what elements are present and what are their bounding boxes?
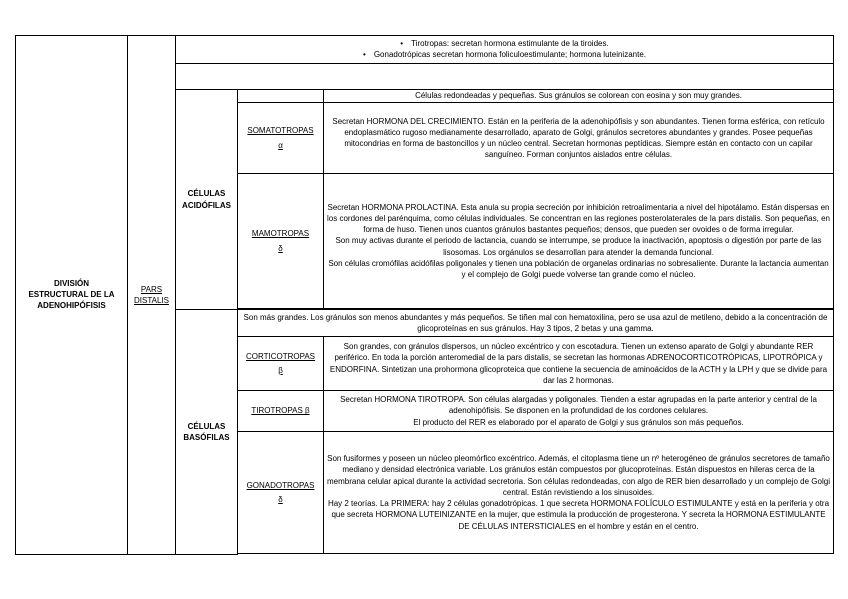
basofilas-label-line1: CÉLULAS bbox=[187, 421, 226, 431]
somatotropas-label: SOMATOTROPAS bbox=[247, 126, 314, 136]
mamotropas-symbol: δ bbox=[278, 243, 283, 253]
gonadotropas-text-2: Hay 2 teorías. La PRIMERA: hay 2 células gonadotrópicas. 1 que secreta HORMONA FOLÍCULO ESTIMULANTE y está en la periferia y otra que secreta HORMONA LUTEINIZANTE en la mujer, que estimula la producción de progesterona. Y secreta la HORMONA ESTIMULANTE DE CÉLULAS INTERSTICIALES en el hombre y están en el centro. bbox=[327, 499, 830, 531]
pars-label-line1: PARS bbox=[140, 284, 163, 294]
mamotropas-text-3: Son células cromófilas acidófilas poligonales y tienen una población de organelas ordinarias no sobresaliente. Durante la lactancia aumentan y el complejo de Golgi puede volverse tan grande como el núcleo. bbox=[328, 258, 829, 279]
corticotropas-symbol: β bbox=[278, 366, 283, 375]
basofilas-label-line2: BASÓFILAS bbox=[183, 432, 230, 442]
gonadotropas-symbol: δ bbox=[278, 495, 283, 504]
somatotropas-symbol: α bbox=[278, 140, 283, 150]
division-label-line3: ADENOHIPÓFISIS bbox=[37, 301, 106, 311]
somatotropas-text: Secretan HORMONA DEL CRECIMIENTO. Están en la periferia de la adenohipófisis y son abundantes. Tienen forma esférica, con retículo endoplasmático rugoso medianamente desarrollado, aparato de Golgi, gránulos secretores abundantes y grandes. Posee pequeñas mitocondrias en forma de bastoncillos y un núcleo central. Secretan hormonas peptídicas. Siempre están en contacto con un capilar sanguíneo. Forman conjuntos aislados entre células. bbox=[324, 103, 834, 174]
somatotropas-label-cell bbox=[238, 103, 324, 174]
bullet-gonadotropicas: • Gonadotrópicas secretan hormona foliculoestimulante; hormona luteinizante. bbox=[178, 49, 831, 60]
acidofilas-group-cell bbox=[176, 90, 238, 310]
pars-distalis-cell bbox=[128, 36, 176, 555]
bullet-tirotropas: • Tirotropas: secretan hormona estimulante de la tiroides. bbox=[178, 38, 831, 49]
mamotropas-text-cell bbox=[324, 174, 834, 309]
gonadotropas-label-cell bbox=[238, 432, 324, 554]
tirotropas-label-cell bbox=[238, 391, 324, 432]
corticotropas-label: CORTICOTROPAS bbox=[245, 351, 316, 361]
acidofilas-label-line1: CÉLULAS bbox=[187, 189, 226, 199]
corticotropas-label-cell bbox=[238, 337, 324, 391]
basofilas-summary: Son más grandes. Los gránulos son menos abundantes y más pequeños. Se tiñen mal con hematoxilina, pero se usa azul de metileno, debido a la concentración de glicoproteínas en sus gránulos. Hay 3 tipos, 2 betas y una gamma. bbox=[238, 310, 834, 337]
tirotropas-text-1: Secretan HORMONA TIROTROPA. Son células alargadas y poligonales. Tienden a estar agrupadas en la parte anterior y central de la adenohipófisis. Se disponen en la profundidad de los cordones celulares. bbox=[340, 395, 817, 416]
mamotropas-text-1: Secretan HORMONA PROLACTINA. Esta anula su propia secreción por inhibición retroalimentaria a nivel del hipotálamo. Están dispersas en los cordones del parénquima, como células individuales. Se concentran en las regiones posterolaterales de la pars distalis. Son pequeñas, en forma de huso. Tienen unos cuantos gránulos bastantes pequeños; densos, que pueden ser ovoides o de forma irregular. bbox=[327, 202, 830, 235]
mamotropas-label: MAMOTROPAS bbox=[251, 229, 310, 239]
gonadotropas-text-cell bbox=[324, 432, 834, 554]
tirotropas-text-cell bbox=[324, 391, 834, 432]
division-label-line2: ESTRUCTURAL DE LA bbox=[28, 290, 115, 300]
adenohipofisis-table bbox=[15, 35, 834, 555]
empty-row bbox=[176, 64, 834, 90]
corticotropas-text: Son grandes, con gránulos dispersos, un núcleo excéntrico y con escotadura. Tienen un extenso aparato de Golgi y abundante RER periférico. En toda la porción anteromedial de la pars distalis, se secretan las hormonas ADRENOCORTICOTRÓPICAS, LIPOTRÓPICA y ENDORFINA. Sintetizan una prohormona glicoproteica que contiene la secuencia de aminoácidos de la ACTH y la LPH y que se divide para dar las 2 hormonas. bbox=[324, 337, 834, 391]
division-cell bbox=[16, 36, 128, 555]
tirotropas-label: TIROTROPAS β bbox=[251, 406, 310, 416]
gonadotropas-text-1: Son fusiformes y poseen un núcleo pleomórfico excéntrico. Además, el citoplasma tiene un nº heterogéneo de gránulos secretores de tamaño mediano y densidad electrónica variable. Los gránulos están compuestos por glucoproteínas. Están dispuestos en hileras cerca de la membrana celular apical durante la actividad secretoria. Son células redondeadas, con algo de RER bien desarrollado y un complejo de Golgi central. Están revistiendo a los sinusoides. bbox=[327, 454, 830, 497]
mamotropas-label-cell bbox=[238, 174, 324, 309]
division-label-line1: DIVISIÓN bbox=[53, 278, 90, 288]
acidofilas-label-line2: ACIDÓFILAS bbox=[182, 200, 231, 210]
acidofilas-spacer bbox=[238, 90, 324, 103]
pars-label-line2: DISTALIS bbox=[134, 295, 169, 305]
mamotropas-text-2: Son muy activas durante el periodo de lactancia, cuando se interrumpe, se produce la inactivación, apoptosis o digestión por parte de las lisosomas. Los orgánulos se desarrollan para atender la demanda funcional. bbox=[335, 236, 822, 257]
gonadotropas-label: GONADOTROPAS bbox=[246, 480, 315, 490]
tirotropas-text-2: El producto del RER es elaborado por el aparato de Golgi y sus gránulos son más pequeños. bbox=[413, 417, 744, 427]
acidofilas-summary: Células redondeadas y pequeñas. Sus gránulos se colorean con eosina y son muy grandes. bbox=[324, 90, 834, 103]
top-bullets-cell bbox=[176, 36, 834, 64]
basofilas-group-cell bbox=[176, 310, 238, 555]
